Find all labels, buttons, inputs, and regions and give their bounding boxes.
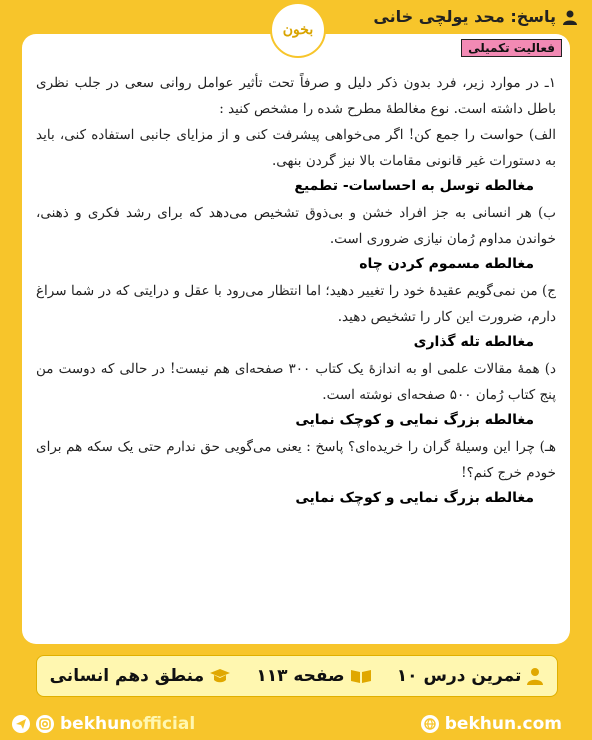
content-card xyxy=(22,34,570,644)
exercise-content xyxy=(36,70,556,512)
bottom-bar xyxy=(0,708,592,740)
social-handle-text xyxy=(60,714,195,734)
item-text: ج) من نمی‌گویم عقیدهٔ خود را تغییر دهید؛ اما انتظار می‌رود با عقل و درایتی که در شما سراغ دارم، ضرورت این کار را تشخیص دهید. xyxy=(36,283,556,325)
item-text: د) همهٔ مقالات علمی او به اندازهٔ یک کتاب ۳۰۰ صفحه‌ای هم نیست! در حالی که دوست من پنج کتاب رُمان ۵۰۰ صفحه‌ای نوشته است. xyxy=(36,361,556,403)
answer-author xyxy=(373,7,578,26)
lesson-info-bar xyxy=(36,655,558,697)
exercise-label: تمرین درس ۱۰ xyxy=(396,666,522,686)
item-answer: مغالطه مسموم کردن چاه xyxy=(359,256,534,272)
website-link[interactable] xyxy=(421,714,562,734)
book-info xyxy=(50,666,232,686)
user-icon xyxy=(526,667,544,685)
question-text: ۱ـ در موارد زیر، فرد بدون ذکر دلیل و صرفاً تحت تأثیر عوامل روانی سعی در جلب نظری باطل داشته است. نوع مغالطهٔ مطرح شده را مشخص کنید : xyxy=(36,75,556,117)
item-text: هـ) چرا این وسیلهٔ گران را خریده‌ای؟ پاسخ : یعنی می‌گویی حق ندارم حتی یک سکه هم برای خودم خرج کنم؟! xyxy=(36,439,556,481)
globe-icon xyxy=(421,715,439,733)
website-text: bekhun.com xyxy=(444,714,562,734)
telegram-icon[interactable] xyxy=(12,715,30,733)
handle-part-a: bekhun xyxy=(60,714,132,734)
item-answer: مغالطه تله گذاری xyxy=(413,334,534,350)
item-text: ب) هر انسانی به جز افراد خشن و بی‌ذوق تشخیص می‌دهد که برای رشد فکری و ذهنی، خواندن مداوم رُمان نیازی ضروری است. xyxy=(36,205,556,247)
item-answer: مغالطه بزرگ نمایی و کوچک نمایی xyxy=(295,490,534,506)
activity-badge: فعالیت تکمیلی xyxy=(461,39,562,57)
answer-author-text: پاسخ: محد یولچی خانی xyxy=(373,7,556,26)
book-icon xyxy=(350,668,372,684)
user-icon xyxy=(562,9,578,25)
item-text: الف) حواست را جمع کن! اگر می‌خواهی پیشرفت کنی و از مزایای جانبی استفاده کنی، باید به دستورات غیر قانونی مقامات بالا نیز گردن بنهی. xyxy=(36,127,556,169)
page-info xyxy=(256,666,371,686)
book-label: منطق دهم انسانی xyxy=(49,666,205,686)
logo-text: بخون xyxy=(282,22,314,38)
page-label: صفحه ۱۱۳ xyxy=(256,666,345,686)
instagram-icon[interactable] xyxy=(36,715,54,733)
item-answer: مغالطه بزرگ نمایی و کوچک نمایی xyxy=(295,412,534,428)
graduation-cap-icon xyxy=(209,668,231,684)
item-answer: مغالطه توسل به احساسات- تطمیع xyxy=(294,178,534,194)
bekhun-logo xyxy=(270,2,326,58)
handle-part-b: official xyxy=(131,714,196,734)
social-handle[interactable] xyxy=(12,714,195,734)
exercise-info xyxy=(397,666,545,686)
